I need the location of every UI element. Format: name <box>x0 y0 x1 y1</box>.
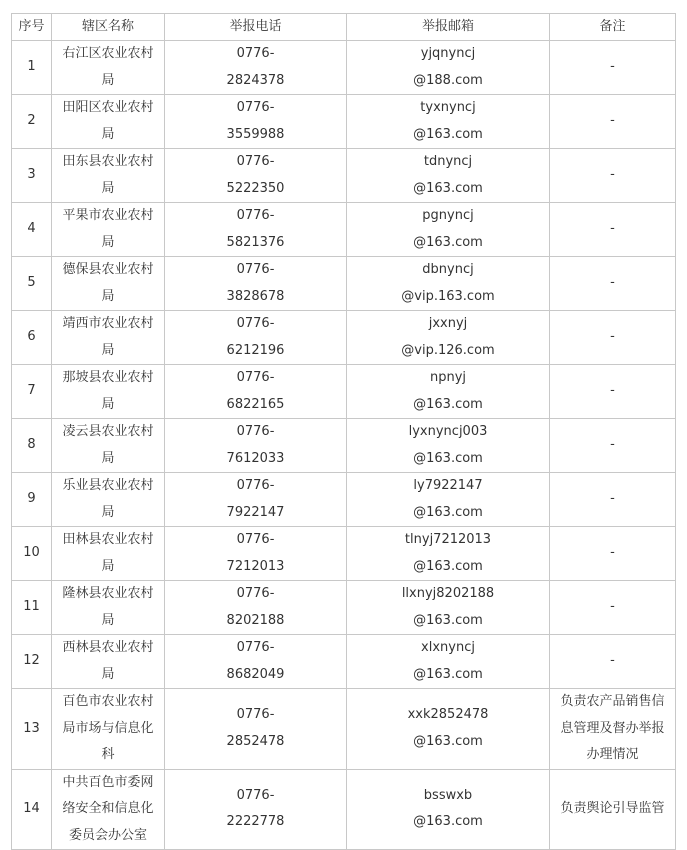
report-email <box>347 149 550 203</box>
row-index-text: 4 <box>27 221 36 237</box>
row-index <box>12 473 52 527</box>
district-name-line: 田阳区农业农村 <box>62 100 154 115</box>
report-email-line: @163.com <box>413 126 483 142</box>
report-email-line: pgnyncj <box>422 208 474 223</box>
row-note-line: - <box>610 275 615 291</box>
district-name-line: 局 <box>101 450 115 466</box>
row-note-line: - <box>610 437 615 453</box>
row-note-line: 负责舆论引导监管 <box>560 801 665 816</box>
report-email-line: lyxnyncj003 <box>408 424 488 439</box>
report-phone <box>165 311 347 365</box>
report-phone <box>165 257 347 311</box>
report-email-line: bsswxb <box>423 787 473 803</box>
row-index <box>12 769 52 850</box>
report-phone-line: 5821376 <box>226 234 285 250</box>
district-name <box>52 41 165 95</box>
report-email-line: yjqnyncj <box>420 46 476 61</box>
district-name <box>52 473 165 527</box>
district-name-line: 凌云县农业农村 <box>62 424 154 439</box>
table-row <box>12 41 676 95</box>
report-phone-line: 6822165 <box>226 396 285 412</box>
row-note-line: 负责农产品销售信 <box>560 694 665 709</box>
header-note: 备注 <box>550 14 676 41</box>
district-name-line: 局 <box>101 666 115 682</box>
table-row <box>12 769 676 850</box>
row-note <box>550 581 676 635</box>
district-name-line: 田东县农业农村 <box>62 154 154 169</box>
report-email <box>347 473 550 527</box>
row-index <box>12 149 52 203</box>
district-name-line: 局 <box>101 234 115 250</box>
report-phone-line: 0776- <box>236 154 275 169</box>
district-name-line: 右江区农业农村 <box>62 46 154 61</box>
row-note-line: - <box>610 491 615 507</box>
report-phone <box>165 473 347 527</box>
report-phone-line: 6212196 <box>226 342 285 358</box>
report-email-line: xlxnyncj <box>421 640 475 655</box>
district-name-line: 局 <box>101 126 115 142</box>
district-name-line: 田林县农业农村 <box>62 532 154 547</box>
report-phone-line: 0776- <box>236 586 275 601</box>
row-index-text: 6 <box>27 329 36 345</box>
district-name-line: 局市场与信息化 <box>62 720 154 736</box>
report-phone <box>165 41 347 95</box>
district-name <box>52 689 165 770</box>
row-note <box>550 635 676 689</box>
report-email <box>347 365 550 419</box>
report-phone <box>165 689 347 770</box>
row-index <box>12 95 52 149</box>
report-phone <box>165 365 347 419</box>
table-row <box>12 689 676 770</box>
report-phone-line: 7922147 <box>226 504 285 520</box>
district-name-line: 络安全和信息化 <box>62 801 154 816</box>
row-index <box>12 635 52 689</box>
report-phone-line: 2824378 <box>226 72 285 88</box>
report-email <box>347 689 550 770</box>
report-email <box>347 635 550 689</box>
report-email-line: @163.com <box>413 558 483 574</box>
row-index-text: 9 <box>27 491 36 507</box>
district-name-line: 局 <box>101 342 115 358</box>
report-phone-line: 0776- <box>236 46 275 61</box>
district-name <box>52 419 165 473</box>
row-note-line: - <box>610 383 615 399</box>
report-email-line: npnyj <box>429 370 467 385</box>
report-phone-line: 3828678 <box>226 288 285 304</box>
report-phone <box>165 419 347 473</box>
row-index-text: 11 <box>23 599 40 615</box>
report-phone-line: 0776- <box>236 370 275 385</box>
report-phone-line: 0776- <box>236 316 275 331</box>
report-phone-line: 0776- <box>236 478 275 493</box>
district-name-line: 那坡县农业农村 <box>62 370 154 385</box>
report-email <box>347 769 550 850</box>
row-note <box>550 419 676 473</box>
report-email <box>347 311 550 365</box>
report-email <box>347 257 550 311</box>
row-index-text: 3 <box>27 167 36 183</box>
report-phone <box>165 95 347 149</box>
report-email <box>347 203 550 257</box>
report-email-line: xxk2852478 <box>407 707 489 723</box>
report-email-line: tdnyncj <box>423 154 473 169</box>
district-name-line: 靖西市农业农村 <box>62 316 154 331</box>
row-note <box>550 365 676 419</box>
header-index: 序号 <box>12 14 52 41</box>
row-note-line: 息管理及督办举报 <box>560 720 665 736</box>
row-note-line: - <box>610 221 615 237</box>
district-name <box>52 527 165 581</box>
district-name-line: 局 <box>101 558 115 574</box>
row-note-line: 办理情况 <box>586 747 639 762</box>
row-index-text: 10 <box>23 545 40 561</box>
report-email <box>347 95 550 149</box>
report-phone-line: 0776- <box>236 262 275 277</box>
report-phone-line: 2222778 <box>226 814 285 830</box>
district-name-line: 委员会办公室 <box>68 827 147 843</box>
row-index <box>12 581 52 635</box>
report-email-line: jxxnyj <box>428 316 468 331</box>
report-email-line: @163.com <box>413 504 483 520</box>
report-email-line: @vip.163.com <box>401 288 495 304</box>
row-index <box>12 527 52 581</box>
row-index <box>12 257 52 311</box>
report-phone-line: 7212013 <box>226 558 285 574</box>
header-phone: 举报电话 <box>165 14 347 41</box>
row-note-line: - <box>610 59 615 75</box>
district-name <box>52 365 165 419</box>
report-email-line: @163.com <box>413 234 483 250</box>
row-note-line: - <box>610 599 615 615</box>
district-name-line: 科 <box>101 747 115 762</box>
table-row <box>12 203 676 257</box>
row-note <box>550 203 676 257</box>
report-contact-table <box>11 13 676 850</box>
row-index <box>12 689 52 770</box>
report-phone-line: 3559988 <box>226 126 285 142</box>
row-index-text: 14 <box>23 801 40 816</box>
report-email-line: @163.com <box>413 396 483 412</box>
district-name <box>52 581 165 635</box>
district-name <box>52 311 165 365</box>
report-phone-line: 0776- <box>236 100 275 115</box>
report-phone <box>165 527 347 581</box>
district-name <box>52 149 165 203</box>
row-index-text: 8 <box>27 437 36 453</box>
report-phone-line: 0776- <box>236 424 275 439</box>
district-name-line: 百色市农业农村 <box>62 694 154 709</box>
district-name-line: 局 <box>101 396 115 412</box>
table-row <box>12 419 676 473</box>
row-index-text: 12 <box>23 653 40 669</box>
table-body <box>12 41 676 850</box>
district-name-line: 局 <box>101 72 115 88</box>
row-note <box>550 41 676 95</box>
district-name-line: 局 <box>101 288 115 304</box>
report-phone-line: 2852478 <box>226 733 285 749</box>
district-name-line: 西林县农业农村 <box>62 640 154 655</box>
district-name-line: 乐业县农业农村 <box>62 478 154 493</box>
district-name <box>52 203 165 257</box>
table-row <box>12 527 676 581</box>
district-name-line: 局 <box>101 612 115 628</box>
report-phone-line: 0776- <box>236 640 275 655</box>
row-note-line: - <box>610 167 615 183</box>
report-phone <box>165 581 347 635</box>
header-district-name: 辖区名称 <box>52 14 165 41</box>
report-phone-line: 5222350 <box>226 180 285 196</box>
table-row <box>12 149 676 203</box>
row-index-text: 7 <box>27 383 36 399</box>
report-email <box>347 41 550 95</box>
report-phone <box>165 149 347 203</box>
row-note <box>550 95 676 149</box>
table-row <box>12 635 676 689</box>
row-note <box>550 149 676 203</box>
district-name-line: 局 <box>101 180 115 196</box>
table-row <box>12 473 676 527</box>
report-email-line: tlnyj7212013 <box>404 532 492 547</box>
report-phone <box>165 203 347 257</box>
row-index <box>12 41 52 95</box>
row-index-text: 1 <box>27 59 36 75</box>
report-email-line: @163.com <box>413 612 483 628</box>
row-index-text: 5 <box>27 275 36 291</box>
row-note <box>550 257 676 311</box>
district-name <box>52 635 165 689</box>
report-phone-line: 0776- <box>236 787 275 803</box>
header-email: 举报邮箱 <box>347 14 550 41</box>
report-email-line: @163.com <box>413 450 483 466</box>
district-name <box>52 257 165 311</box>
table-row <box>12 581 676 635</box>
report-email-line: @163.com <box>413 733 483 749</box>
row-note-line: - <box>610 113 615 129</box>
district-name-line: 德保县农业农村 <box>62 262 154 277</box>
report-phone-line: 0776- <box>236 532 275 547</box>
report-email-line: dbnyncj <box>422 262 474 277</box>
report-email <box>347 581 550 635</box>
report-email-line: ly7922147 <box>413 478 483 493</box>
row-index-text: 13 <box>23 720 40 736</box>
report-phone-line: 0776- <box>236 707 275 723</box>
row-note <box>550 689 676 770</box>
report-email-line: @163.com <box>413 180 483 196</box>
row-index <box>12 203 52 257</box>
table-row <box>12 311 676 365</box>
report-email-line: @vip.126.com <box>401 342 495 358</box>
report-email-line: @188.com <box>413 72 483 88</box>
row-note-line: - <box>610 653 615 669</box>
table-row <box>12 95 676 149</box>
report-phone <box>165 769 347 850</box>
report-email-line: @163.com <box>413 814 483 830</box>
district-name-line: 局 <box>101 504 115 520</box>
report-phone-line: 0776- <box>236 208 275 223</box>
district-name-line: 平果市农业农村 <box>62 208 154 223</box>
table-header-row <box>12 14 676 41</box>
district-name <box>52 769 165 850</box>
row-index <box>12 419 52 473</box>
report-email <box>347 527 550 581</box>
district-name-line: 隆林县农业农村 <box>62 586 154 601</box>
report-email-line: tyxnyncj <box>420 100 476 115</box>
row-note <box>550 311 676 365</box>
row-index <box>12 365 52 419</box>
table-row <box>12 257 676 311</box>
row-note <box>550 473 676 527</box>
row-note-line: - <box>610 545 615 561</box>
report-email-line: @163.com <box>413 666 483 682</box>
row-index-text: 2 <box>27 113 36 129</box>
row-note-line: - <box>610 329 615 345</box>
district-name <box>52 95 165 149</box>
district-name-line: 中共百色市委网 <box>62 774 154 790</box>
report-phone-line: 7612033 <box>226 450 285 466</box>
report-email <box>347 419 550 473</box>
row-note <box>550 527 676 581</box>
row-index <box>12 311 52 365</box>
table-row <box>12 365 676 419</box>
report-phone-line: 8202188 <box>226 612 285 628</box>
report-phone-line: 8682049 <box>226 666 285 682</box>
report-email-line: llxnyj8202188 <box>401 586 495 601</box>
row-note <box>550 769 676 850</box>
report-phone <box>165 635 347 689</box>
